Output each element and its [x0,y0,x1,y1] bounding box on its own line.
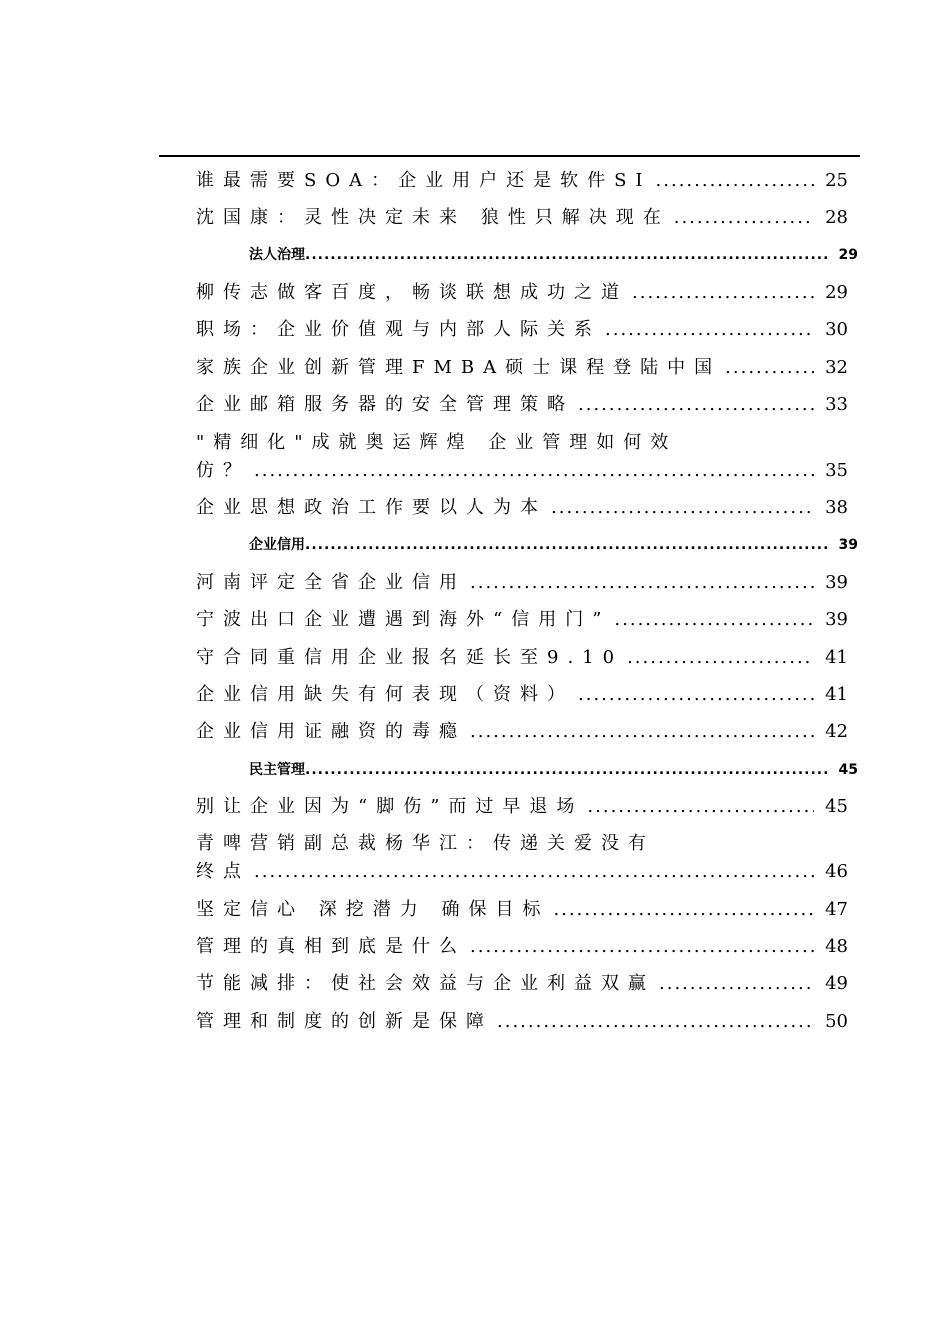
toc-section[interactable] [249,536,860,554]
page-number: 33 [825,394,848,415]
entry-title: 企业信用证融资的毒瘾 [196,721,466,742]
page-number: 35 [825,460,848,481]
page-number: 41 [825,647,848,668]
page-number: 48 [825,936,848,957]
section-title: 法人治理 [249,247,305,263]
dot-leader [553,900,814,920]
dot-leader [587,797,814,817]
page-number: 39 [825,572,848,593]
dot-leader [254,461,814,481]
page-number: 32 [825,357,848,378]
toc-entry[interactable] [196,208,860,228]
entry-title: 宁波出口企业遭遇到海外“信用门” [196,609,611,630]
page-number: 25 [825,170,848,191]
dot-leader [659,974,814,994]
toc-section[interactable] [249,761,860,779]
entry-title: 企业邮箱服务器的安全管理策略 [196,394,574,415]
toc-entry[interactable] [196,722,860,742]
toc-entry[interactable] [196,648,860,668]
entry-title: 坚定信心 深挖潜力 确保目标 [196,899,550,920]
toc-entry[interactable] [196,358,860,378]
toc-entry[interactable] [196,395,860,415]
entry-title-line1[interactable]: 青啤营销副总裁杨华江：传递关爱没有 [196,833,655,854]
toc-entry[interactable] [196,797,860,817]
page-number: 46 [825,861,848,882]
toc-entry[interactable] [196,900,860,920]
section-title: 企业信用 [249,537,305,553]
dot-leader [656,171,814,191]
toc-entry[interactable] [196,461,860,481]
section-title: 民主管理 [249,762,305,778]
entry-title: 管理的真相到底是什么 [196,936,466,957]
page-number: 29 [838,247,858,263]
page-number: 39 [825,609,848,630]
toc-entry[interactable] [196,974,860,994]
page-number: 47 [825,899,848,920]
entry-title: 别让企业因为“脚伤”而过早退场 [196,796,584,817]
dot-leader [470,573,814,593]
entry-title: 管理和制度的创新是保障 [196,1011,493,1032]
dot-leader [305,246,827,264]
dot-leader [605,320,814,340]
entry-title: 守合同重信用企业报名延长至9.10 [196,647,624,668]
entry-title: 谁最需要SOA：企业用户还是软件SI [196,170,652,191]
entry-title: 企业信用缺失有何表现（资料） [196,684,574,705]
toc-entry[interactable] [196,498,860,518]
page-number: 42 [825,721,848,742]
toc-section[interactable] [249,246,860,264]
toc-entry[interactable] [196,573,860,593]
page-number: 30 [825,319,848,340]
dot-leader [470,722,814,742]
entry-title: 企业思想政治工作要以人为本 [196,497,547,518]
entry-title: 节能减排：使社会效益与企业利益双赢 [196,973,655,994]
dot-leader [725,358,814,378]
page-number: 50 [825,1011,848,1032]
toc-entry[interactable] [196,320,860,340]
toc-entry[interactable] [196,283,860,303]
page-number: 49 [825,973,848,994]
dot-leader [470,937,814,957]
page-number: 28 [825,207,848,228]
page-number: 39 [838,537,858,553]
entry-title-line1[interactable]: "精细化"成就奥运辉煌 企业管理如何效 [196,432,678,453]
header-rule [159,155,860,157]
toc-entry[interactable] [196,685,860,705]
entry-title: 沈国康：灵性决定未来 狼性只解决现在 [196,207,670,228]
page-number: 41 [825,684,848,705]
entry-title: 家族企业创新管理FMBA硕士课程登陆中国 [196,357,722,378]
dot-leader [551,498,814,518]
toc-entry[interactable] [196,937,860,957]
toc-entry[interactable] [196,862,860,882]
dot-leader [614,610,814,630]
page-number: 45 [838,762,858,778]
entry-title: 河南评定全省企业信用 [196,572,466,593]
toc-entry[interactable] [196,171,860,191]
dot-leader [627,648,814,668]
entry-title: 职场：企业价值观与内部人际关系 [196,319,601,340]
dot-leader [305,761,827,779]
entry-title-line2: 仿？ [196,460,250,481]
entry-title-line2: 终点 [196,861,250,882]
page-number: 38 [825,497,848,518]
toc-entry[interactable] [196,610,860,630]
page-number: 29 [825,282,848,303]
toc-entry[interactable] [196,1012,860,1032]
dot-leader [497,1012,814,1032]
page-number: 45 [825,796,848,817]
dot-leader [305,536,827,554]
dot-leader [674,208,814,228]
dot-leader [632,283,814,303]
dot-leader [254,862,814,882]
entry-title: 柳传志做客百度，畅谈联想成功之道 [196,282,628,303]
dot-leader [578,395,814,415]
dot-leader [578,685,814,705]
